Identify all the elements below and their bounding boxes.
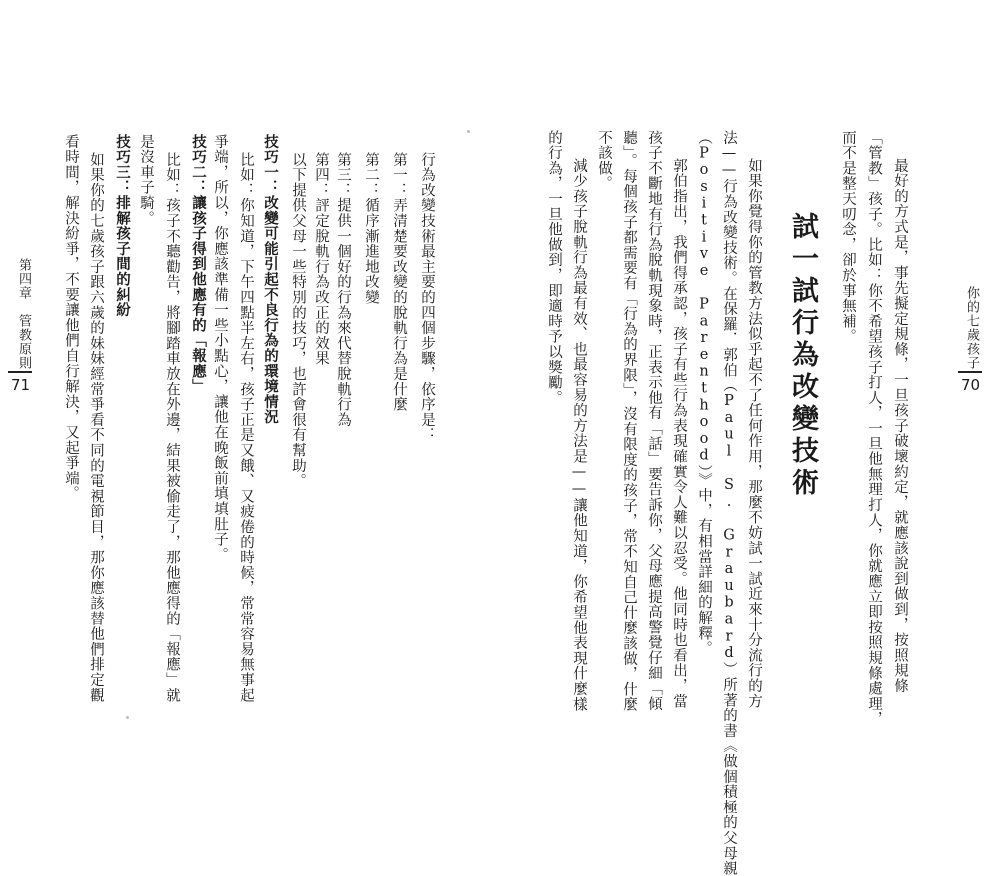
body-column: 如果你的七歲孩子跟六歲的妹妹經常爭看不同的電視節目，那你應該替他們排定觀 <box>88 152 104 703</box>
left-page <box>0 0 500 760</box>
tip-heading: 技巧二：讓孩子得到他應有的「報應」 <box>190 134 206 395</box>
running-head-right: 你的七歲孩子 <box>964 286 979 370</box>
body-column: 而不是整天叨念，卻於事無補。 <box>840 130 856 345</box>
body-column: 比如：你知道，下午四點半左右，孩子正是又餓、又疲倦的時候，常常容易無事起 <box>238 152 254 703</box>
body-column: 郭伯指出，我們得承認，孩子有些行為表現確實令人難以忍受。他同時也看出，當 <box>671 158 687 709</box>
body-column: 如果你覺得你的管教方法似乎起不了任何作用，那麼不妨試一試近來十分流行的方 <box>746 158 762 709</box>
body-column: 第三：提供一個好的行為來代替脫軌行為 <box>335 152 351 428</box>
page-number-left: 71 <box>11 376 31 394</box>
page-mark <box>126 716 129 719</box>
body-column: 的行為，一旦他做到，即適時予以獎勵。 <box>546 130 562 406</box>
body-column: 最好的方式是，事先擬定規條，一旦孩子破壞約定，就應該說到做到，按照規條 <box>892 158 908 694</box>
body-column: 看時間，解決紛爭，不要讓他們自行解決，又起爭端。 <box>63 134 79 502</box>
tip-heading: 技巧三：排解孩子間的糾紛 <box>114 134 130 318</box>
body-column: 孩子不斷地有行為脫軌現象時，正表示他有「話」要告訴你，父母應提高警覺仔細「傾 <box>646 130 662 712</box>
folio-rule <box>958 371 982 373</box>
body-column: （Positive Parenthood）》中，有相當詳細的解釋。 <box>696 130 712 657</box>
body-column: 第一：弄清楚要改變的脫軌行為是什麼 <box>391 152 407 413</box>
folio-rule <box>8 371 32 373</box>
body-column: 減少孩子脫軌行為最有效、也最容易的方法是——讓他知道，你希望他表現什麼樣 <box>571 158 587 712</box>
section-title: 試一試行為改變技術 <box>787 212 818 500</box>
body-column: 以下提供父母一些特別的技巧，也許會很有幫助。 <box>290 152 306 489</box>
body-column: 是沒車子騎。 <box>138 134 154 226</box>
chapter-label: 第四章 <box>16 258 31 300</box>
body-column: 比如：孩子不聽勸告，將腳踏車放在外邊，結果被偷走了，那他應得的「報應」就 <box>164 152 180 703</box>
body-column: 行為改變技術最主要的四個步驟，依序是： <box>419 152 435 443</box>
body-column: 法——行為改變技術。在保羅．郭伯（Paul S. Graubard）所著的書《做個積極的父母親 <box>721 130 737 876</box>
body-column: 第四：評定脫軌行為改正的效果 <box>313 152 329 367</box>
right-page <box>500 0 1000 876</box>
body-column: 爭端，所以，你應該準備一些小點心，讓他在晚飯前填填肚子。 <box>212 134 228 563</box>
page-number-right: 70 <box>961 376 981 394</box>
running-head-left <box>14 258 33 370</box>
body-column: 「管教」孩子。比如：你不希望孩子打人，一旦他無理打人，你就應立即按照規條處理， <box>866 130 882 727</box>
gutter-mark <box>467 130 470 133</box>
body-column: 不該做。 <box>596 130 612 192</box>
chapter-title: 管教原則 <box>16 314 31 370</box>
body-column: 聽」。每個孩子都需要有「行為的界限」，沒有限度的孩子，常不知自己什麼該做，什麼 <box>621 130 637 713</box>
tip-heading: 技巧一：改變可能引起不良行為的環境情況 <box>262 134 278 425</box>
body-column: 第二：循序漸進地改變 <box>363 152 379 305</box>
